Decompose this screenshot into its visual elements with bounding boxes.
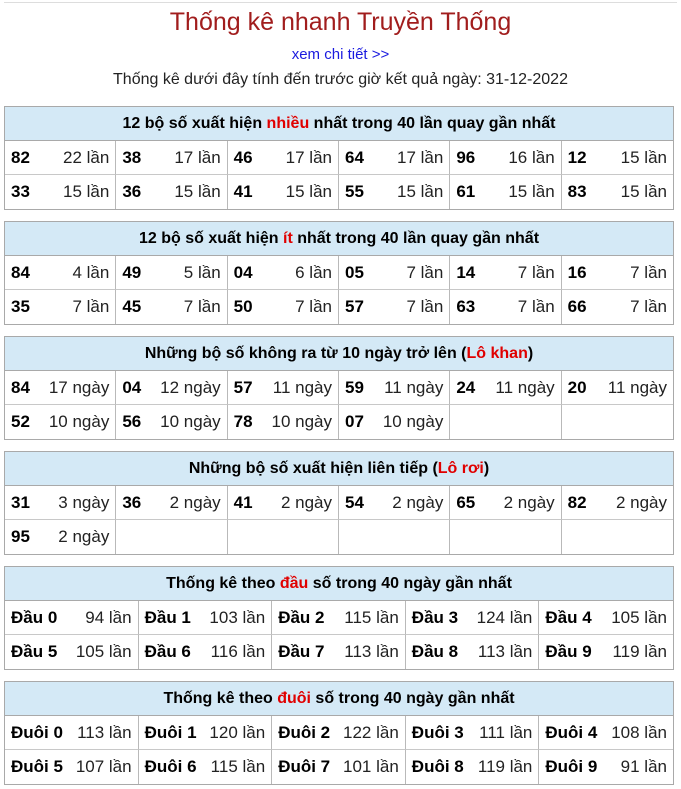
stat-cell	[450, 520, 561, 554]
stat-value: 2 ngày	[58, 527, 110, 546]
stat-key: Đầu 9	[545, 642, 592, 661]
stat-value: 2 ngày	[503, 492, 555, 512]
stat-key: 82	[567, 492, 587, 512]
stat-cell	[116, 256, 227, 290]
stat-cell	[228, 405, 339, 439]
stat-cell	[116, 405, 227, 439]
stat-cell	[339, 175, 450, 209]
stat-key: Đuôi 5	[11, 757, 63, 776]
stat-value: 2 ngày	[615, 492, 667, 512]
section-title-text: Những bộ số không ra từ 10 ngày trở lên (	[144, 345, 467, 362]
stat-cell	[5, 750, 139, 784]
stat-cell	[539, 601, 673, 635]
stat-cell	[562, 141, 673, 175]
stat-cell	[339, 290, 450, 324]
stat-key: Đuôi 7	[278, 757, 331, 776]
stat-value: 113 lần	[77, 722, 132, 742]
stat-value: 15 lần	[508, 182, 555, 201]
lo-roi-section	[4, 451, 674, 555]
section-title	[5, 222, 673, 256]
stat-key: 05	[345, 262, 364, 282]
stat-cell	[116, 175, 227, 209]
stat-value: 119 lần	[477, 757, 533, 776]
stat-key: Đuôi 9	[545, 757, 598, 776]
stat-cell	[272, 716, 406, 750]
stat-cell	[406, 635, 540, 669]
stat-cell	[450, 290, 561, 324]
stat-cell	[5, 520, 116, 554]
stat-cell	[339, 486, 450, 520]
stat-value: 101 lần	[343, 757, 399, 776]
stat-cell	[5, 486, 116, 520]
view-detail-link[interactable]: xem chi tiết >>	[291, 46, 390, 63]
stat-value: 7 lần	[517, 262, 555, 282]
stat-value: 2 ngày	[392, 492, 444, 512]
stat-cell	[450, 141, 561, 175]
stat-key: 04	[233, 262, 253, 282]
stat-key: 12	[567, 147, 587, 167]
section-title-highlight: Lô rơi	[437, 460, 484, 477]
stat-key: 84	[11, 262, 30, 282]
section-grid	[5, 601, 673, 669]
stat-cell	[339, 141, 450, 175]
least-frequent-section	[4, 221, 674, 325]
stat-cell	[5, 635, 139, 669]
stat-cell	[562, 486, 673, 520]
section-grid	[5, 371, 673, 439]
stat-cell	[406, 716, 540, 750]
section-title-text: nhất trong 40 lần quay gần nhất	[309, 115, 556, 132]
stat-key: 82	[11, 147, 30, 167]
stat-value: 22 lần	[63, 147, 110, 167]
stat-value: 108 lần	[611, 722, 667, 742]
stat-cell	[228, 520, 339, 554]
stat-value: 115 lần	[344, 607, 399, 627]
stat-value: 15 lần	[620, 182, 667, 201]
stat-key: Đuôi 8	[411, 757, 464, 776]
stat-value: 10 ngày	[48, 412, 110, 431]
stat-key: Đầu 7	[278, 642, 325, 661]
section-title	[5, 337, 673, 371]
stat-key: 38	[122, 147, 142, 167]
stat-key: 31	[11, 492, 30, 512]
stat-cell	[450, 371, 561, 405]
stat-value: 7 lần	[517, 297, 555, 316]
stat-cell	[116, 486, 227, 520]
stat-cell	[228, 290, 339, 324]
section-title	[5, 107, 673, 141]
stat-cell	[5, 175, 116, 209]
stat-key: 55	[345, 182, 364, 201]
stat-value: 105 lần	[611, 607, 667, 627]
stat-value: 10 ngày	[160, 412, 221, 431]
stat-cell	[562, 520, 673, 554]
stat-key: 66	[567, 297, 587, 316]
stat-key: Đầu 6	[144, 642, 191, 661]
stat-cell	[139, 635, 273, 669]
stat-value: 120 lần	[209, 722, 266, 742]
stat-value: 17 lần	[397, 147, 444, 167]
stat-value: 107 lần	[75, 757, 132, 776]
stat-value: 4 lần	[72, 262, 110, 282]
stat-value: 15 lần	[63, 182, 110, 201]
stat-key: 04	[122, 377, 142, 397]
stat-cell	[450, 486, 561, 520]
page-subtitle: Thống kê dưới đây tính đến trước giờ kết quả ngày: 31-12-2022	[113, 71, 568, 88]
stat-cell	[450, 175, 561, 209]
section-title-text: )	[527, 345, 534, 362]
page-title: Thống kê nhanh Truyền Thống	[169, 8, 512, 36]
section-grid	[5, 716, 673, 784]
stat-key: Đuôi 0	[11, 722, 63, 742]
section-title-text: nhất trong 40 lần quay gần nhất	[292, 230, 540, 247]
stat-key: 41	[233, 182, 253, 201]
stat-key: Đầu 4	[545, 607, 592, 627]
stat-value: 15 lần	[397, 182, 444, 201]
stat-value: 94 lần	[85, 607, 132, 627]
stat-cell	[562, 405, 673, 439]
stat-key: 78	[233, 412, 253, 431]
stat-value: 15 lần	[620, 147, 667, 167]
section-title-highlight: nhiều	[266, 115, 310, 132]
stat-value: 7 lần	[406, 297, 444, 316]
section-title-text: số trong 40 ngày gần nhất	[308, 575, 512, 592]
stat-cell	[339, 371, 450, 405]
stat-cell	[406, 750, 540, 784]
stat-value: 12 ngày	[160, 377, 221, 397]
stat-value: 11 ngày	[272, 377, 332, 397]
stat-key: 45	[122, 297, 142, 316]
stat-key: Đầu 1	[144, 607, 191, 627]
stat-cell	[5, 405, 116, 439]
stat-value: 17 lần	[285, 147, 332, 167]
stat-key: 49	[122, 262, 142, 282]
section-grid	[5, 256, 673, 324]
stat-key: Đuôi 3	[411, 722, 464, 742]
stat-value: 11 ngày	[495, 377, 555, 397]
stat-value: 7 lần	[406, 262, 444, 282]
section-title-text: số trong 40 ngày gần nhất	[310, 690, 515, 707]
stat-cell	[228, 256, 339, 290]
stat-cell	[5, 256, 116, 290]
stat-key: 16	[567, 262, 587, 282]
stat-key: 59	[345, 377, 364, 397]
stat-key: 65	[456, 492, 476, 512]
stat-value: 17 ngày	[48, 377, 110, 397]
stat-cell	[562, 371, 673, 405]
stat-key: 84	[11, 377, 30, 397]
stat-key: Đuôi 4	[545, 722, 598, 742]
stat-cell	[228, 141, 339, 175]
stat-cell	[228, 175, 339, 209]
stat-key: Đầu 0	[11, 607, 58, 627]
stat-cell	[450, 405, 561, 439]
stat-cell	[116, 371, 227, 405]
stat-key: 14	[456, 262, 476, 282]
stat-key: Đuôi 2	[278, 722, 331, 742]
stat-value: 113 lần	[477, 642, 533, 661]
stat-value: 124 lần	[476, 607, 533, 627]
section-title	[5, 567, 673, 601]
stat-key: Đầu 8	[411, 642, 459, 661]
stat-value: 10 ngày	[271, 412, 332, 431]
stat-key: 35	[11, 297, 30, 316]
stat-key: 54	[345, 492, 364, 512]
stat-cell	[272, 601, 406, 635]
stat-key: 61	[456, 182, 476, 201]
stat-key: 36	[122, 182, 142, 201]
stat-key: Đuôi 1	[144, 722, 197, 742]
stat-value: 7 lần	[295, 297, 332, 316]
stat-value: 111 lần	[479, 722, 533, 742]
stat-key: 95	[11, 527, 30, 546]
stat-value: 11 ngày	[384, 377, 444, 397]
dau-stats-section	[4, 566, 674, 670]
section-title-text: Những bộ số xuất hiện liên tiếp (	[188, 460, 438, 477]
stat-value: 113 lần	[344, 642, 399, 661]
section-title	[5, 452, 673, 486]
stat-value: 2 ngày	[169, 492, 221, 512]
most-frequent-section	[4, 106, 674, 210]
stat-key: 33	[11, 182, 30, 201]
stat-cell	[139, 601, 273, 635]
stat-value: 16 lần	[508, 147, 555, 167]
stat-cell	[139, 750, 273, 784]
stat-value: 119 lần	[612, 642, 667, 661]
stat-key: 96	[456, 147, 476, 167]
stat-value: 116 lần	[210, 642, 266, 661]
section-grid	[5, 486, 673, 554]
stat-value: 6 lần	[295, 262, 332, 282]
section-title-text: )	[483, 460, 490, 477]
stat-value: 11 ngày	[607, 377, 667, 397]
stat-key: 46	[233, 147, 253, 167]
stat-value: 10 ngày	[382, 412, 444, 431]
section-title-highlight: Lô khan	[466, 345, 528, 362]
section-title-text: 12 bộ số xuất hiện	[138, 230, 283, 247]
section-title-highlight: ít	[283, 230, 293, 247]
stat-value: 3 ngày	[58, 492, 110, 512]
stat-value: 115 lần	[210, 757, 266, 776]
stat-key: 83	[567, 182, 587, 201]
stat-key: 07	[345, 412, 364, 431]
stat-cell	[5, 371, 116, 405]
stat-cell	[228, 371, 339, 405]
stat-key: 20	[567, 377, 587, 397]
stat-key: 57	[345, 297, 364, 316]
stat-value: 91 lần	[620, 757, 667, 776]
stat-cell	[406, 601, 540, 635]
stat-key: Đuôi 6	[144, 757, 197, 776]
section-title-text: Thống kê theo	[163, 690, 278, 707]
stat-value: 2 ngày	[280, 492, 332, 512]
stat-key: Đầu 3	[411, 607, 459, 627]
stat-cell	[539, 750, 673, 784]
section-title-text: Thống kê theo	[166, 575, 280, 592]
stat-value: 7 lần	[72, 297, 110, 316]
stat-cell	[539, 635, 673, 669]
stat-cell	[272, 750, 406, 784]
stat-cell	[539, 716, 673, 750]
stat-cell	[562, 256, 673, 290]
stat-key: 24	[456, 377, 476, 397]
stat-key: 41	[233, 492, 253, 512]
stat-cell	[272, 635, 406, 669]
stat-cell	[562, 290, 673, 324]
stat-cell	[5, 290, 116, 324]
stat-key: Đầu 5	[11, 642, 58, 661]
stat-value: 17 lần	[174, 147, 221, 167]
stat-cell	[228, 486, 339, 520]
stat-value: 5 lần	[183, 262, 221, 282]
stat-key: 56	[122, 412, 142, 431]
stat-cell	[450, 256, 561, 290]
section-title-text: 12 bộ số xuất hiện	[122, 115, 267, 132]
stat-key: Đầu 2	[278, 607, 325, 627]
stat-cell	[339, 520, 450, 554]
stat-cell	[339, 256, 450, 290]
section-title-highlight: đầu	[279, 575, 309, 592]
stat-value: 105 lần	[75, 642, 132, 661]
duoi-stats-section	[4, 681, 674, 785]
stat-cell	[116, 290, 227, 324]
stat-key: 36	[122, 492, 142, 512]
stat-value: 122 lần	[343, 722, 399, 742]
stat-key: 50	[233, 297, 253, 316]
stat-key: 52	[11, 412, 30, 431]
stat-key: 64	[345, 147, 364, 167]
stat-key: 63	[456, 297, 476, 316]
stat-value: 15 lần	[285, 182, 332, 201]
stat-value: 7 lần	[630, 262, 667, 282]
lo-khan-section	[4, 336, 674, 440]
stat-cell	[562, 175, 673, 209]
stat-value: 103 lần	[209, 607, 266, 627]
section-title	[5, 682, 673, 716]
stat-cell	[5, 141, 116, 175]
stat-cell	[5, 716, 139, 750]
top-divider	[4, 2, 677, 3]
stat-value: 7 lần	[630, 297, 667, 316]
stat-key: 57	[233, 377, 253, 397]
stat-cell	[116, 141, 227, 175]
stat-value: 7 lần	[183, 297, 221, 316]
stat-cell	[339, 405, 450, 439]
stat-value: 15 lần	[174, 182, 221, 201]
stat-cell	[116, 520, 227, 554]
stat-cell	[139, 716, 273, 750]
section-grid	[5, 141, 673, 209]
stat-cell	[5, 601, 139, 635]
section-title-highlight: đuôi	[277, 690, 311, 707]
